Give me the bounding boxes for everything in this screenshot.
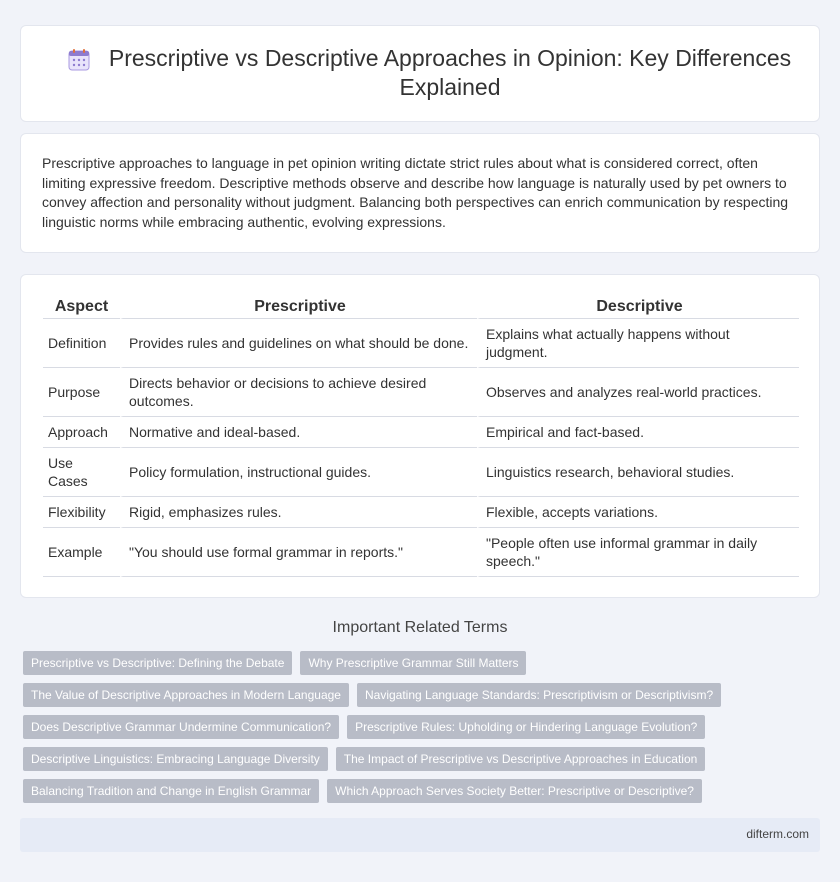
title-card <box>20 25 820 122</box>
cell-descriptive: Observes and analyzes real-world practices. <box>477 368 799 417</box>
related-term-tag[interactable]: Balancing Tradition and Change in English Grammar <box>23 779 319 803</box>
footer-site[interactable]: difterm.com <box>746 827 809 841</box>
table-row <box>43 417 799 448</box>
related-terms-list <box>23 651 823 811</box>
cell-descriptive: Flexible, accepts variations. <box>477 497 799 528</box>
cell-aspect: Use Cases <box>43 448 120 497</box>
intro-card <box>20 133 820 253</box>
cell-descriptive: Linguistics research, behavioral studies. <box>477 448 799 497</box>
page-title: Prescriptive vs Descriptive Approaches in Opinion: Key Differences Explained <box>108 45 792 100</box>
header-prescriptive: Prescriptive <box>120 295 477 319</box>
related-term-tag[interactable]: Does Descriptive Grammar Undermine Communication? <box>23 715 339 739</box>
cell-descriptive: Explains what actually happens without judgment. <box>477 319 799 368</box>
header-descriptive: Descriptive <box>477 295 799 319</box>
cell-aspect: Flexibility <box>43 497 120 528</box>
related-term-tag[interactable]: Why Prescriptive Grammar Still Matters <box>300 651 526 675</box>
cell-aspect: Definition <box>43 319 120 368</box>
footer <box>20 818 820 852</box>
cell-prescriptive: Directs behavior or decisions to achieve desired outcomes. <box>120 368 477 417</box>
cell-descriptive: "People often use informal grammar in daily speech." <box>477 528 799 577</box>
table-row <box>43 368 799 417</box>
cell-descriptive: Empirical and fact-based. <box>477 417 799 448</box>
cell-prescriptive: Provides rules and guidelines on what should be done. <box>120 319 477 368</box>
related-term-tag[interactable]: The Value of Descriptive Approaches in Modern Language <box>23 683 349 707</box>
table-header-row <box>43 295 799 319</box>
related-terms-title: Important Related Terms <box>332 619 508 636</box>
cell-aspect: Purpose <box>43 368 120 417</box>
comparison-card <box>20 274 820 598</box>
cell-prescriptive: Normative and ideal-based. <box>120 417 477 448</box>
related-term-tag[interactable]: Descriptive Linguistics: Embracing Language Diversity <box>23 747 328 771</box>
related-term-tag[interactable]: Prescriptive vs Descriptive: Defining the Debate <box>23 651 292 675</box>
table-row <box>43 319 799 368</box>
cell-prescriptive: Policy formulation, instructional guides. <box>120 448 477 497</box>
table-row <box>43 448 799 497</box>
related-term-tag[interactable]: Prescriptive Rules: Upholding or Hindering Language Evolution? <box>347 715 705 739</box>
comparison-table <box>43 295 799 577</box>
cell-prescriptive: "You should use formal grammar in reports." <box>120 528 477 577</box>
related-term-tag[interactable]: The Impact of Prescriptive vs Descriptive Approaches in Education <box>336 747 706 771</box>
cell-aspect: Example <box>43 528 120 577</box>
cell-prescriptive: Rigid, emphasizes rules. <box>120 497 477 528</box>
calendar-icon <box>67 48 91 72</box>
related-term-tag[interactable]: Navigating Language Standards: Prescriptivism or Descriptivism? <box>357 683 721 707</box>
table-row <box>43 497 799 528</box>
cell-aspect: Approach <box>43 417 120 448</box>
table-row <box>43 528 799 577</box>
intro-text: Prescriptive approaches to language in pet opinion writing dictate strict rules about what is considered correct, often limiting expressive freedom. Descriptive methods observe and describe how language is naturally used by pet owners to convey affection and personality without judgment. Balancing both perspectives can enrich communication by respecting linguistic norms while embracing authentic, evolving expressions. <box>42 155 789 230</box>
header-aspect: Aspect <box>43 295 120 319</box>
related-term-tag[interactable]: Which Approach Serves Society Better: Prescriptive or Descriptive? <box>327 779 702 803</box>
